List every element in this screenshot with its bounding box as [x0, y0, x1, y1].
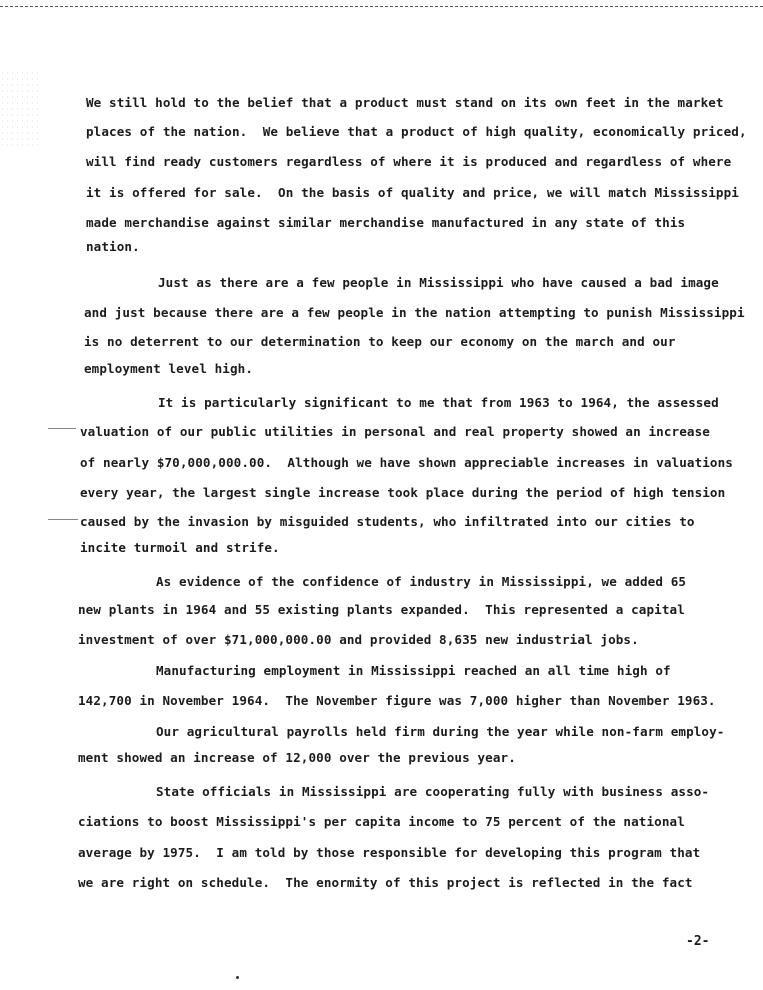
text-line: places of the nation. We believe that a product of high quality, economically priced, [86, 124, 747, 139]
text-line: nation. [86, 239, 140, 254]
text-line: caused by the invasion by misguided students, who infiltrated into our cities to [80, 514, 695, 529]
text-line: is no deterrent to our determination to keep our economy on the march and our [84, 334, 676, 349]
text-line: Just as there are a few people in Mississippi who have caused a bad image [158, 275, 719, 290]
text-line: Manufacturing employment in Mississippi reached an all time high of [156, 663, 671, 678]
text-line: It is particularly significant to me that from 1963 to 1964, the assessed [158, 395, 719, 410]
speck [236, 976, 239, 979]
text-line: As evidence of the confidence of industry in Mississippi, we added 65 [156, 574, 687, 589]
text-line: investment of over $71,000,000.00 and provided 8,635 new industrial jobs. [78, 632, 639, 647]
text-line: We still hold to the belief that a product must stand on its own feet in the market [86, 95, 724, 110]
text-line: incite turmoil and strife. [80, 540, 280, 555]
text-line: 142,700 in November 1964. The November figure was 7,000 higher than November 1963. [78, 693, 716, 708]
text-line: it is offered for sale. On the basis of quality and price, we will match Mississippi [86, 185, 739, 200]
page-number: -2- [686, 934, 710, 949]
text-line: and just because there are a few people in the nation attempting to punish Mississippi [84, 305, 745, 320]
text-line: employment level high. [84, 361, 254, 376]
text-line: we are right on schedule. The enormity of this project is reflected in the fact [78, 875, 693, 890]
text-line: will find ready customers regardless of where it is produced and regardless of where [86, 154, 732, 169]
text-line: Our agricultural payrolls held firm during the year while non-farm employ- [156, 724, 725, 739]
text-line: of nearly $70,000,000.00. Although we have shown appreciable increases in valuations [80, 455, 733, 470]
text-line: ment showed an increase of 12,000 over the previous year. [78, 750, 516, 765]
text-line: ciations to boost Mississippi's per capita income to 75 percent of the national [78, 814, 685, 829]
text-line: average by 1975. I am told by those responsible for developing this program that [78, 845, 701, 860]
text-line: State officials in Mississippi are cooperating fully with business asso- [156, 784, 710, 799]
text-line: made merchandise against similar merchandise manufactured in any state of this [86, 215, 686, 230]
text-line: valuation of our public utilities in personal and real property showed an increase [80, 424, 710, 439]
text-line: every year, the largest single increase took place during the period of high tension [80, 485, 726, 500]
text-line: new plants in 1964 and 55 existing plants expanded. This represented a capital [78, 602, 685, 617]
